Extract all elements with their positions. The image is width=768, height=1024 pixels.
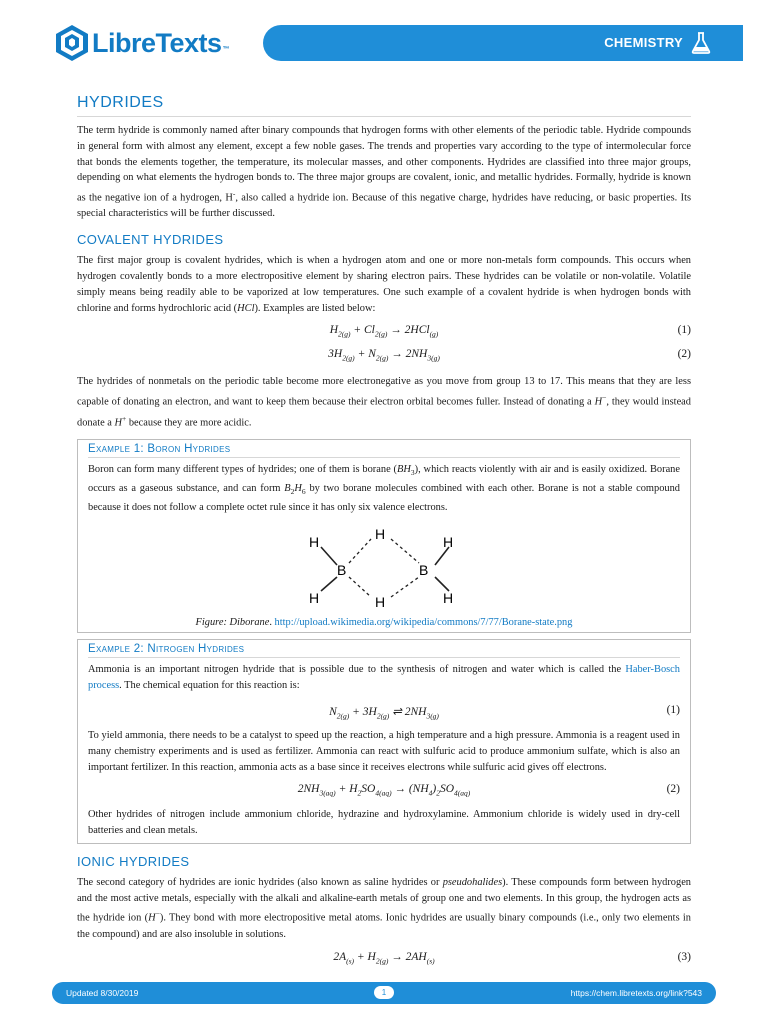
page-title: HYDRIDES bbox=[77, 94, 691, 117]
flask-icon bbox=[690, 31, 712, 55]
hydrogen-atom-label: H bbox=[375, 594, 386, 611]
equation-3: $2A_{(s)} + H_{2(g)} \to 2AH_{(s)}$ (3) bbox=[333, 950, 691, 965]
page-header bbox=[0, 0, 768, 86]
equation-number: (2) bbox=[666, 783, 680, 796]
example-boron-hydrides bbox=[77, 439, 691, 634]
page-number: 1 bbox=[374, 986, 394, 999]
article-content bbox=[77, 94, 691, 971]
equation-1: $H_{2(g)} + Cl_{2(g)} \to 2HCl_{(g)}$ (1) bbox=[329, 324, 691, 339]
covalent-paragraph-2: The hydrides of nonmetals on the periodic table become more electronegative as you move from group 13 to 17. This means that they are less capable of donating an electron, and want to keep them because their electron orbital becomes fuller. Instead of donating a H−, they would instead donate a H+ because they are more acidic. bbox=[77, 376, 691, 428]
covalent-paragraph-1: The first major group is covalent hydrides, which is when a hydrogen atom and one or more non-metals form compounds. This occurs when hydrogen covalently bonds to a more electropositive element by sharing electron pairs. These hydrides can be volatile or non-volatile. Volatile simply means being readily able to be vaporized at low temperatures. One such example of a covalent hydride is when hydrogen bonds with chlorine and forms hydrochloric acid (HCl). Examples are listed below: bbox=[77, 255, 691, 314]
equation-number: (3) bbox=[677, 950, 691, 963]
caption-link[interactable]: http://upload.wikimedia.org/wikipedia/commons/7/77/Borane-state.png bbox=[274, 617, 573, 629]
equation-2: $3H_{2(g)} + N_{2(g)} \to 2NH_{3(g)}$ (2) bbox=[328, 348, 691, 363]
example-2-paragraph-3: Other hydrides of nitrogen include ammonium chloride, hydrazine and hydroxylamine. Ammonium chloride is widely used in dry-cell batteries and clean metals. bbox=[88, 809, 680, 837]
libretexts-logo[interactable] bbox=[55, 24, 229, 62]
footer-link[interactable]: https://chem.libretexts.org/link?543 bbox=[570, 988, 702, 998]
example-title: Example 2: Nitrogen Hydrides bbox=[88, 640, 680, 658]
libretexts-cube-icon bbox=[55, 24, 89, 62]
example-title: Example 1: Boron Hydrides bbox=[88, 440, 680, 458]
hydrogen-atom-label: H bbox=[443, 534, 454, 551]
hydrogen-atom-label: H bbox=[375, 526, 386, 543]
example-1-paragraph: Boron can form many different types of hydrides; one of them is borane $(BH_3)$, which reacts violently with air and is easily oxidized. Borane occurs as a gaseous substance, and can form $B_2H_6$ by two borane molecules combined with each other. Borane is not a stable compound because it does not follow a complete octet rule since it has only six valence electrons. bbox=[88, 463, 680, 513]
diborane-structure-diagram bbox=[299, 521, 469, 613]
example-2-paragraph-2: To yield ammonia, there needs to be a catalyst to speed up the reaction, a high temperature and a high pressure. Ammonia is a reagent used in many chemistry experiments and is used as fertilizer. Ammonia can react with sulfuric acid to produce ammonium sulfate, which is also an important fertilizer. In this reaction, ammonia acts as a base since it receives electrons while sulfuric acid gives off electrons. bbox=[88, 729, 680, 773]
equation-number: (2) bbox=[677, 348, 691, 361]
logo-text: LibreTexts bbox=[92, 27, 222, 58]
equation-number: (1) bbox=[666, 703, 680, 716]
subject-banner[interactable] bbox=[263, 25, 743, 61]
updated-date: Updated 8/30/2019 bbox=[66, 988, 139, 998]
figure-caption: Figure: Diborane. http://upload.wikimedia.org/wikipedia/commons/7/77/Borane-state.png bbox=[195, 617, 573, 629]
ionic-hydrides-heading: IONIC HYDRIDES bbox=[77, 853, 190, 869]
logo-trademark: ™ bbox=[222, 45, 230, 53]
hydrogen-atom-label: H bbox=[309, 534, 320, 551]
subject-label: CHEMISTRY bbox=[604, 35, 683, 50]
intro-paragraph: The term hydride is commonly named after binary compounds that hydrogen forms with other elements of the periodic table. Hydride compounds in general form with almost any element, except a few noble gases. The trends and properties vary according to the type of intermolecular force that bonds the elements together, the temperature, its molecular masses, and other components. Hydrides are classified into three major groups, depending on what elements the hydrogen bonds to. The three major groups are covalent, ionic, and metallic hydrides. Formally, hydride is known as the negative ion of a hydrogen, H-, also called a hydride ion. Because of this negative charge, hydrides have reducing, or basic properties. Its special characteristics will be further discussed. bbox=[77, 125, 691, 220]
example-2-equation-1: $N_{2(g)} + 3H_{2(g)}$ ⇌ $2NH_{3(g)}$ (1) bbox=[329, 703, 680, 721]
boron-atom-label: B bbox=[419, 562, 429, 579]
covalent-hydrides-heading: COVALENT HYDRIDES bbox=[77, 232, 224, 248]
hydrogen-atom-label: H bbox=[309, 590, 320, 607]
example-2-equation-2: $2NH_{3(aq)} + H_2SO_{4(aq)} \to (NH_4)_2SO_{4(aq)}$ (2) bbox=[297, 783, 680, 798]
page-footer bbox=[52, 982, 716, 1004]
hydrogen-atom-label: H bbox=[443, 590, 454, 607]
example-2-paragraph-1: Ammonia is an important nitrogen hydride that is possible due to the synthesis of nitrogen and water which is called the Haber-Bosch process. The chemical equation for this reaction is: bbox=[88, 664, 680, 692]
equation-number: (1) bbox=[677, 324, 691, 337]
boron-atom-label: B bbox=[337, 562, 347, 579]
example-nitrogen-hydrides bbox=[77, 639, 691, 844]
ionic-paragraph: The second category of hydrides are ionic hydrides (also known as saline hydrides or pseudohalides). These compounds form between hydrogen and the most active metals, especially with the alkali and alkaline-earth metals of group one and two elements. In this group, the hydrogen acts as the hydride ion (H−). They bond with more electropositive metal atoms. Ionic hydrides are usually binary compounds (i.e., only two elements in the compound) and are also insoluble in solutions. bbox=[77, 876, 692, 940]
haber-bosch-link[interactable]: Haber-Bosch process bbox=[88, 664, 680, 692]
